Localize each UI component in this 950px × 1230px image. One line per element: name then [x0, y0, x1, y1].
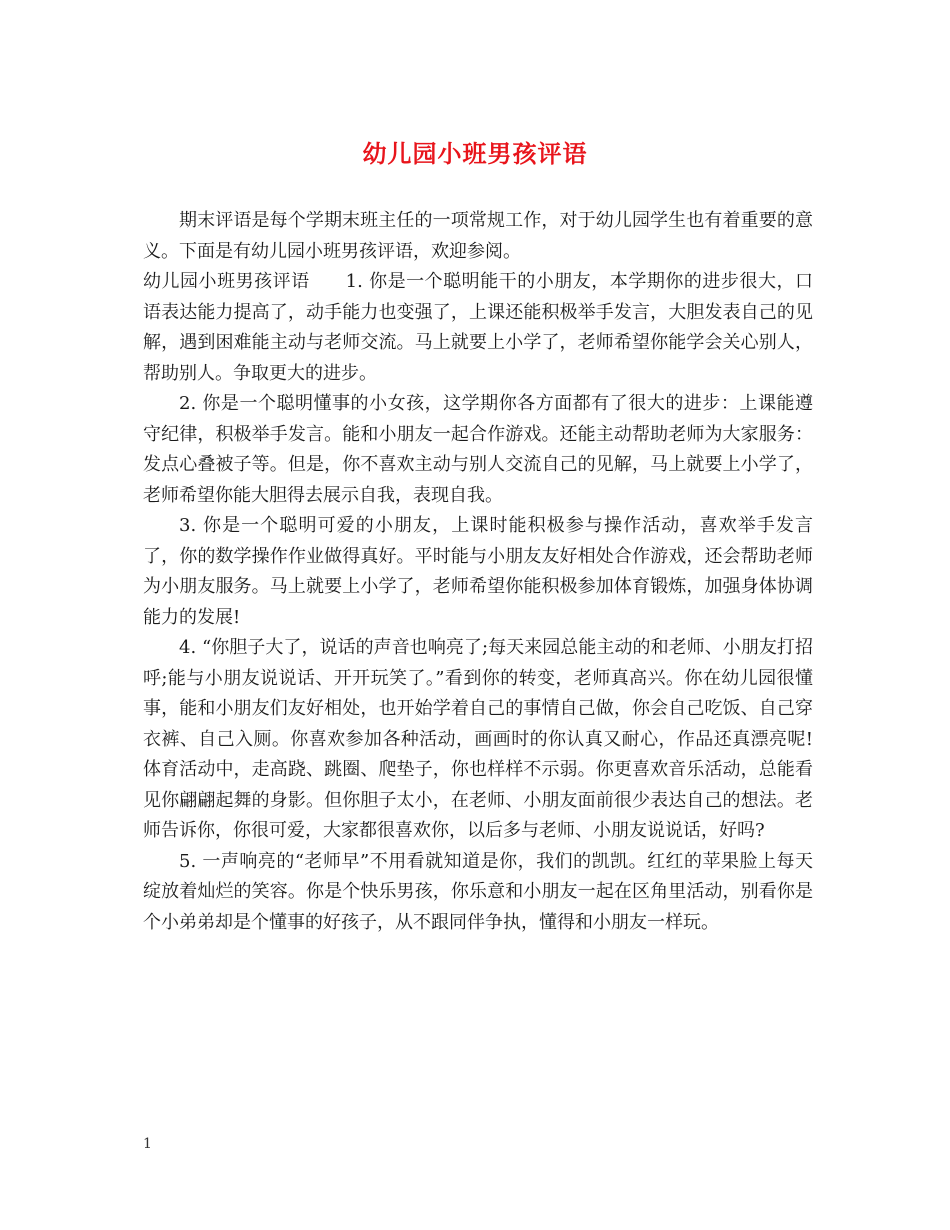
document-body — [143, 206, 813, 938]
item-4-paragraph: 4. “你胆子大了，说话的声音也响亮了;每天来园总能主动的和老师、小朋友打招呼;能与小朋友说说话、开开玩笑了。”看到你的转变，老师真高兴。你在幼儿园很懂事，能和小朋友们友好相处，也开始学着自己的事情自己做，你会自己吃饭、自己穿衣裤、自己入厕。你喜欢参加各种活动，画画时的你认真又耐心，作品还真漂亮呢!体育活动中，走高跷、跳圈、爬垫子，你也样样不示弱。你更喜欢音乐活动，总能看见你翩翩起舞的身影。但你胆子太小，在老师、小朋友面前很少表达自己的想法。老师告诉你，你很可爱，大家都很喜欢你，以后多与老师、小朋友说说话，好吗? — [143, 637, 813, 841]
item-3-paragraph: 3. 你是一个聪明可爱的小朋友，上课时能积极参与操作活动，喜欢举手发言了，你的数学操作作业做得真好。平时能与小朋友友好相处合作游戏，还会帮助老师为小朋友服务。马上就要上小学了，老师希望你能积极参加体育锻炼，加强身体协调能力的发展! — [143, 515, 813, 628]
intro-paragraph: 期末评语是每个学期末班主任的一项常规工作，对于幼儿园学生也有着重要的意义。下面是有幼儿园小班男孩评语，欢迎参阅。 — [143, 210, 813, 262]
page-number: 1 — [143, 1136, 152, 1152]
item-5-paragraph: 5. 一声响亮的“老师早”不用看就知道是你，我们的凯凯。红红的苹果脸上每天绽放着灿烂的笑容。你是个快乐男孩，你乐意和小朋友一起在区角里活动，别看你是个小弟弟却是个懂事的好孩子，从不跟同伴争执，懂得和小朋友一样玩。 — [143, 850, 813, 933]
document-title: 幼儿园小班男孩评语 — [362, 139, 588, 168]
item-1-text: 1. 你是一个聪明能干的小朋友，本学期你的进步很大，口语表达能力提高了，动手能力也变强了，上课还能积极举手发言，大胆发表自己的见解，遇到困难能主动与老师交流。马上就要上小学了，老师希望你能学会关心别人，帮助别人。争取更大的进步。 — [143, 271, 813, 384]
item-1-paragraph — [143, 267, 813, 389]
item-2-paragraph: 2. 你是一个聪明懂事的小女孩，这学期你各方面都有了很大的进步：上课能遵守纪律，积极举手发言。能和小朋友一起合作游戏。还能主动帮助老师为大家服务：发点心叠被子等。但是，你不喜欢主动与别人交流自己的见解，马上就要上小学了，老师希望你能大胆得去展示自我，表现自我。 — [143, 393, 813, 506]
section-heading: 幼儿园小班男孩评语 — [143, 271, 310, 292]
